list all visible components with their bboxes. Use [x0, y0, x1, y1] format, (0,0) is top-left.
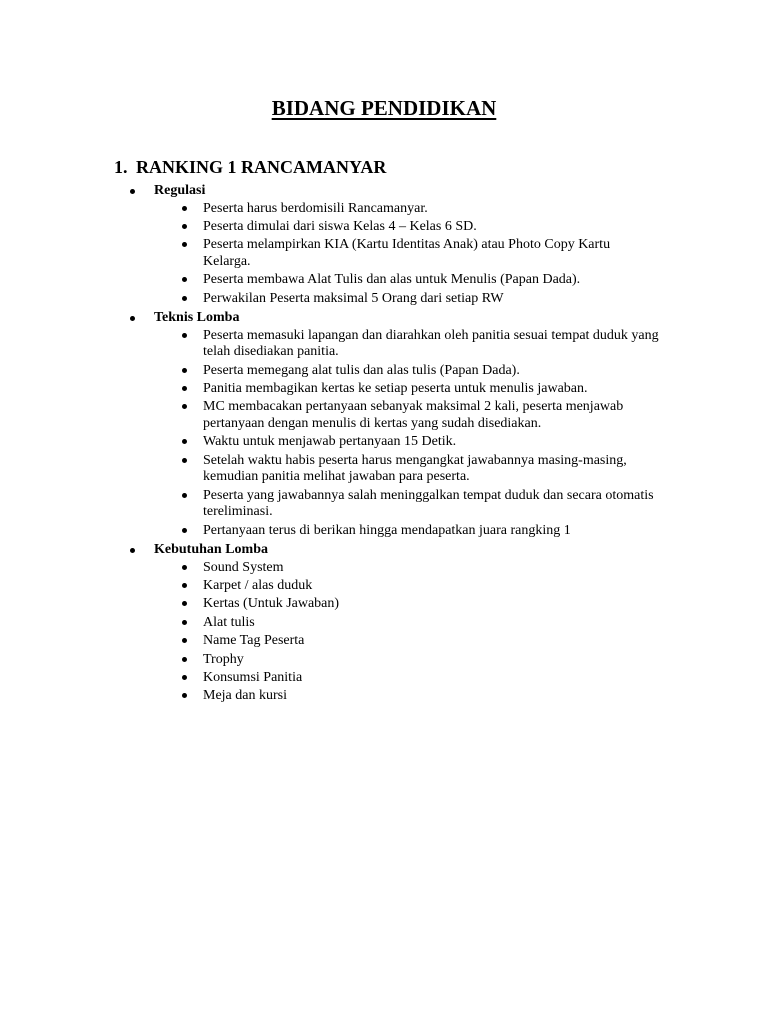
list-item-text: Perwakilan Peserta maksimal 5 Orang dari setiap RW: [203, 290, 504, 306]
list-item-text: Peserta harus berdomisili Rancamanyar.: [203, 200, 428, 216]
list-item: [0, 399, 768, 432]
group-heading-label: Regulasi: [154, 183, 206, 198]
list-item-text: Peserta melampirkan KIA (Kartu Identitas Anak) atau Photo Copy Kartu Kelarga.: [203, 237, 611, 269]
group-heading: [0, 541, 768, 560]
list-item-text: Konsumsi Panitia: [203, 669, 303, 685]
bullet-icon: [182, 620, 187, 625]
list-item-text: Setelah waktu habis peserta harus mengangkat jawabannya masing-masing, kemudian panitia melihat jawaban para peserta.: [203, 452, 627, 485]
bullet-icon: [182, 206, 187, 211]
bullet-icon: [182, 583, 187, 588]
group-heading-label: Kebutuhan Lomba: [154, 542, 268, 558]
section-number: 1.: [114, 157, 128, 177]
group-teknis-lomba: [0, 309, 768, 539]
list-item: [0, 633, 768, 650]
list-item: [0, 523, 768, 540]
group-kebutuhan-lomba: [0, 541, 768, 705]
group-heading-label: Teknis Lomba: [154, 310, 240, 326]
list-item-text: Peserta memasuki lapangan dan diarahkan oleh panitia sesuai tempat duduk yang telah disediakan panitia.: [203, 327, 659, 360]
list-item-text: Name Tag Peserta: [203, 633, 305, 649]
bullet-icon: [130, 189, 135, 194]
bullet-icon: [182, 224, 187, 229]
bullet-icon: [182, 565, 187, 570]
list-item-text: Trophy: [203, 651, 244, 667]
group-item-list: [0, 560, 768, 705]
list-item: [0, 670, 768, 687]
section-title: RANKING 1 RANCAMANYAR: [136, 157, 387, 177]
list-item-text: Pertanyaan terus di berikan hingga mendapatkan juara rangking 1: [203, 522, 571, 538]
list-item-text: MC membacakan pertanyaan sebanyak maksimal 2 kali, peserta menjawab pertanyaan dengan menulis di kertas yang sudah disediakan.: [203, 399, 624, 431]
bullet-icon: [182, 333, 187, 338]
bullet-icon: [182, 368, 187, 373]
bullet-icon: [130, 548, 135, 553]
list-item: [0, 363, 768, 380]
list-item: [0, 615, 768, 632]
list-item-text: Waktu untuk menjawab pertanyaan 15 Detik.: [203, 434, 457, 450]
list-item-text: Panitia membagikan kertas ke setiap peserta untuk menulis jawaban.: [203, 380, 588, 396]
list-item: [0, 596, 768, 613]
bullet-icon: [182, 296, 187, 301]
list-item-text: Meja dan kursi: [203, 688, 287, 704]
bullet-icon: [182, 675, 187, 680]
list-item: [0, 652, 768, 669]
list-item: [0, 201, 768, 218]
group-item-list: [0, 201, 768, 308]
list-item-text: Alat tulis: [203, 614, 255, 630]
list-item-text: Kertas (Untuk Jawaban): [203, 596, 340, 612]
document-title: BIDANG PENDIDIKAN: [271, 96, 497, 120]
list-item-text: Peserta memegang alat tulis dan alas tulis (Papan Dada).: [203, 362, 520, 378]
bullet-icon: [182, 277, 187, 282]
bullet-icon: [182, 601, 187, 606]
list-item: [0, 219, 768, 236]
group-heading: [0, 182, 768, 201]
group-regulasi: [0, 182, 768, 307]
bullet-icon: [182, 638, 187, 643]
list-item: [0, 560, 768, 577]
bullet-icon: [182, 493, 187, 498]
section-content: [0, 182, 768, 707]
bullet-icon: [182, 693, 187, 698]
list-item: [0, 688, 768, 705]
group-heading: [0, 309, 768, 328]
list-item: [0, 453, 768, 486]
list-item-text: Peserta membawa Alat Tulis dan alas untuk Menulis (Papan Dada).: [203, 272, 581, 288]
list-item: [0, 578, 768, 595]
list-item: [0, 328, 768, 361]
list-item-text: Peserta dimulai dari siswa Kelas 4 – Kelas 6 SD.: [203, 218, 477, 234]
bullet-icon: [182, 439, 187, 444]
bullet-icon: [130, 316, 135, 321]
list-item: [0, 381, 768, 398]
bullet-icon: [182, 657, 187, 662]
list-item: [0, 237, 768, 270]
list-item: [0, 434, 768, 451]
section-heading: [114, 156, 386, 178]
bullet-icon: [182, 404, 187, 409]
list-item: [0, 488, 768, 521]
bullet-icon: [182, 386, 187, 391]
list-item: [0, 272, 768, 289]
list-item-text: Karpet / alas duduk: [203, 577, 313, 593]
list-item: [0, 291, 768, 308]
bullet-icon: [182, 458, 187, 463]
list-item-text: Sound System: [203, 559, 284, 575]
group-item-list: [0, 328, 768, 540]
bullet-icon: [182, 242, 187, 247]
bullet-icon: [182, 528, 187, 533]
list-item-text: Peserta yang jawabannya salah meninggalkan tempat duduk dan secara otomatis tereliminasi.: [203, 487, 654, 520]
